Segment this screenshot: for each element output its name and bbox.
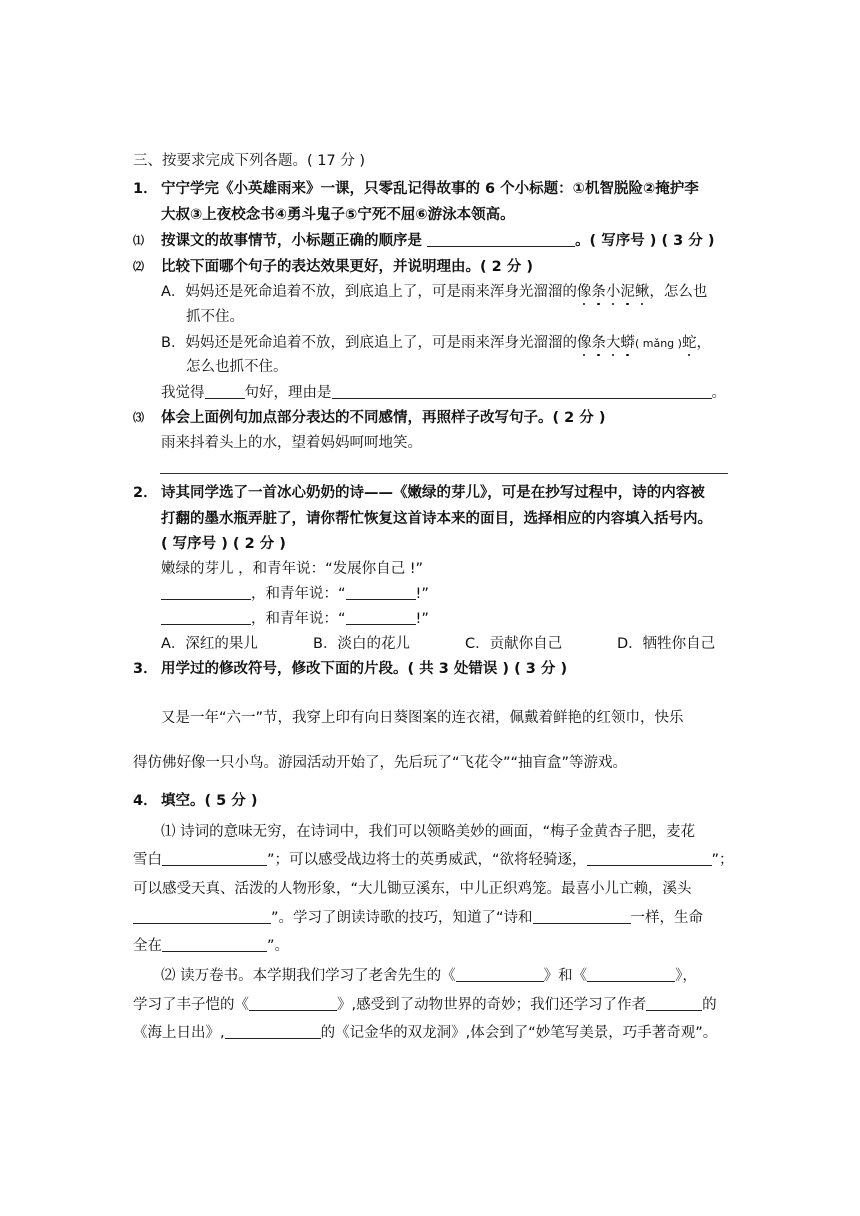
option-d: D．牺牲你自己 xyxy=(617,636,716,652)
sentence-b-line-2: 怎么也抓不住。 xyxy=(186,359,288,375)
subquestion-2-number: ⑵ xyxy=(133,260,144,273)
fill-1-line-4 xyxy=(133,908,703,928)
sentence-b-suffix: ， xyxy=(696,335,711,351)
poem-fill-blank-3[interactable] xyxy=(133,909,271,924)
poem-blank-2b[interactable] xyxy=(346,585,416,600)
fill-1-line-2-start: 雪白 xyxy=(133,852,162,868)
dotted-char: 条 xyxy=(591,284,606,300)
sentence-a-suffix: ，怎么也 xyxy=(649,284,708,300)
question-1-text-line-1: 宁宁学完《小英雄雨来》一课，只零乱记得故事的 6 个小标题：①机智脱险②掩护李 xyxy=(161,181,699,197)
dotted-char: 鳅 xyxy=(634,284,650,300)
poem-line-2-end: !” xyxy=(415,586,429,602)
dotted-char: 条 xyxy=(591,335,606,351)
fill-2-line-2-end: 的 xyxy=(702,997,717,1013)
subquestion-1-number: ⑴ xyxy=(133,234,144,247)
question-2-number: 2． xyxy=(133,485,158,501)
fill-1-line-4-end: 一样，生命 xyxy=(630,910,704,926)
poem-line-2-mid: ，和青年说：“ xyxy=(251,586,346,602)
reason-answer-blank[interactable] xyxy=(332,384,712,399)
fill-2-line-1-mid: 》和《 xyxy=(543,968,588,984)
fill-1-line-4-mid: ”。学习了朗读诗歌的技巧，知道了“诗和 xyxy=(271,910,533,926)
fill-2-line-1 xyxy=(161,966,697,986)
fill-2-line-2-mid: 》,感受到了动物世界的奇妙；我们还学习了作者 xyxy=(337,997,647,1013)
option-a: A．深红的果儿 xyxy=(161,636,258,652)
opinion-end: 。 xyxy=(711,385,726,401)
opinion-answer-line xyxy=(161,383,726,403)
fill-1-line-5 xyxy=(133,936,289,956)
choice-answer-blank[interactable] xyxy=(205,384,245,399)
poem-line-2 xyxy=(161,584,429,604)
poem-fill-blank-2[interactable] xyxy=(587,851,712,866)
dotted-char: 蛇 xyxy=(681,335,697,351)
option-b: B．淡白的花儿 xyxy=(313,636,410,652)
option-c: C．贡献你自己 xyxy=(465,636,563,652)
dotted-char: 泥 xyxy=(620,284,635,300)
poem-blank-2a[interactable] xyxy=(161,585,251,600)
subquestion-1-suffix: 。( 写序号 ) ( 3 分 ) xyxy=(575,233,715,249)
reason-label: 句好，理由是 xyxy=(244,385,332,401)
question-3-title: 用学过的修改符号，修改下面的片段。( 共 3 处错误 ) ( 3 分 ) xyxy=(161,661,568,677)
fill-2-line-3-start: 《海上日出》, xyxy=(133,1025,225,1041)
book-title-blank-3[interactable] xyxy=(249,996,337,1011)
poem-fill-blank-4[interactable] xyxy=(533,909,631,924)
fill-2-line-2 xyxy=(133,995,717,1015)
poem-line-3-mid: ，和青年说：“ xyxy=(251,611,346,627)
order-answer-blank[interactable] xyxy=(427,232,575,247)
fill-1-line-3: 可以感受天真、活泼的人物形象，“大儿锄豆溪东，中儿正织鸡笼。最喜小儿亡赖，溪头 xyxy=(133,881,692,897)
poem-fill-blank-5[interactable] xyxy=(162,937,267,952)
question-2-text-line-3: ( 写序号 ) ( 2 分 ) xyxy=(161,536,286,552)
sentence-b-line-1 xyxy=(161,333,711,354)
sentence-a-line-2: 抓不住。 xyxy=(186,309,244,325)
dotted-char: 大 xyxy=(605,335,621,351)
fill-1-line-5-end: ”。 xyxy=(267,938,290,954)
question-2-text-line-2: 打翻的墨水瓶弄脏了，请你帮忙恢复这首诗本来的面目，选择相应的内容填入括号内。 xyxy=(161,511,712,527)
fill-2-line-2-start: 学习了丰子恺的《 xyxy=(133,997,249,1013)
author-blank-1[interactable] xyxy=(646,996,702,1011)
book-title-blank-2[interactable] xyxy=(587,967,675,982)
subquestion-3-number: ⑶ xyxy=(133,411,144,424)
subquestion-3-text: 体会上面例句加点部分表达的不同感情，再照样子改写句子。( 2 分 ) xyxy=(161,410,606,426)
subquestion-1-prompt: 按课文的故事情节，小标题正确的顺序是 xyxy=(161,233,422,249)
fill-1-line-5-start: 全在 xyxy=(133,938,162,954)
sentence-b-prefix: B．妈妈还是死命追着不放，到底追上了，可是雨来浑身光溜溜的 xyxy=(161,335,577,351)
dotted-char: 像 xyxy=(576,335,592,351)
question-3-paragraph-line-1: 又是一年“六一”节，我穿上印有向日葵图案的连衣裙，佩戴着鲜艳的红领巾，快乐 xyxy=(161,710,684,726)
fill-2-line-1-end: 》， xyxy=(675,968,697,984)
fill-2-line-3 xyxy=(133,1023,717,1043)
fill-2-line-3-end: 的《记金华的双龙洞》,体会到了“妙笔写美景，巧手著奇观”。 xyxy=(320,1025,718,1041)
poem-blank-3b[interactable] xyxy=(346,610,416,625)
question-2-text-line-1: 诗其同学选了一首冰心奶奶的诗——《嫩绿的芽儿》，可是在抄写过程中，诗的内容被 xyxy=(161,485,705,501)
rewrite-source-sentence: 雨来抖着头上的水，望着妈妈呵呵地笑。 xyxy=(161,435,422,451)
poem-line-1: 嫩绿的芽儿 ，和青年说：“发展你自己 !” xyxy=(161,561,424,577)
fill-2-line-1-start: ⑵ 读万卷书。本学期我们学习了老舍先生的《 xyxy=(161,968,456,984)
poem-blank-3a[interactable] xyxy=(161,610,251,625)
fill-1-line-2-end: ”； xyxy=(711,852,734,868)
question-3-paragraph-line-2: 得仿佛好像一只小鸟。游园活动开始了，先后玩了“飞花令”“抽盲盒”等游戏。 xyxy=(133,755,628,771)
rewrite-answer-line[interactable] xyxy=(160,473,728,474)
section-title: 三、按要求完成下列各题。( 17 分 ) xyxy=(133,153,366,169)
opinion-label: 我觉得 xyxy=(161,385,205,401)
question-4-title: 填空。( 5 分 ) xyxy=(161,793,258,809)
pinyin-annotation: ( mǎng ) xyxy=(634,337,682,350)
author-blank-2[interactable] xyxy=(225,1024,321,1039)
question-3-number: 3． xyxy=(133,661,158,677)
question-4-number: 4． xyxy=(133,793,158,809)
question-1-text-line-2: 大叔③上夜校念书④勇斗鬼子⑤宁死不屈⑥游泳本领高。 xyxy=(161,207,515,223)
subquestion-1-text xyxy=(161,231,714,251)
poem-fill-blank-1[interactable] xyxy=(162,851,267,866)
poem-line-3-end: !” xyxy=(415,611,429,627)
question-1-number: 1． xyxy=(133,181,158,197)
dotted-char: 像 xyxy=(576,284,592,300)
poem-line-3 xyxy=(161,609,429,629)
fill-1-line-1: ⑴ 诗词的意味无穷，在诗词中，我们可以领略美妙的画面，“梅子金黄杏子肥，麦花 xyxy=(161,824,696,840)
dotted-char: 蟒 xyxy=(620,335,635,351)
book-title-blank-1[interactable] xyxy=(456,967,544,982)
sentence-a-line-1 xyxy=(161,282,707,302)
subquestion-2-text: 比较下面哪个句子的表达效果更好，并说明理由。( 2 分 ) xyxy=(161,259,533,275)
fill-1-line-2 xyxy=(133,850,734,870)
dotted-char: 小 xyxy=(605,284,621,300)
fill-1-line-2-mid: ”；可以感受战边将士的英勇威武，“欲将轻骑逐， xyxy=(267,852,587,868)
sentence-a-prefix: A．妈妈还是死命追着不放，到底追上了，可是雨来浑身光溜溜的 xyxy=(161,284,577,300)
